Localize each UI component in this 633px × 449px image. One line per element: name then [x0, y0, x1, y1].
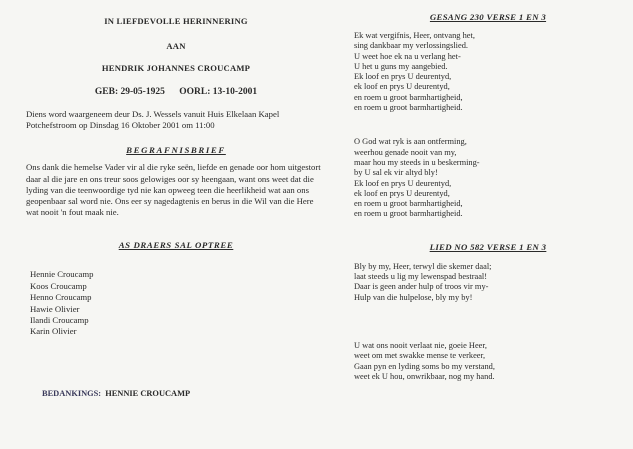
bearer-name: Hawie Olivier — [30, 303, 80, 314]
verse-line: O God wat ryk is aan ontferming, — [354, 137, 467, 147]
verse-line: en roem u groot barmhartigheid, — [354, 199, 463, 209]
service-details: Diens word waargeneem deur Ds. J. Wessels vanuit Huis Elkelaan Kapel Potchefstroom op Dinsdag 16 Oktober 2001 om 11:00 — [26, 109, 280, 131]
thanks-label: BEDANKINGS: — [42, 389, 102, 398]
bearer-name: Hennie Croucamp — [30, 269, 94, 280]
verse-line: sing dankbaar my verlossingslied. — [354, 41, 468, 51]
verse-line: Gaan pyn en lyding soms bo my verstand, — [354, 361, 495, 371]
bearer-name: Koos Croucamp — [30, 280, 87, 291]
verse-line: laat steeds u lig my lewenspad bestraal! — [354, 272, 488, 282]
verse-line: ek loof en prys U deurentyd, — [354, 188, 450, 198]
bearers-title: AS DRAERS SAL OPTREE — [118, 240, 234, 251]
thanks-name: HENNIE CROUCAMP — [105, 389, 191, 398]
thanks-line — [40, 389, 190, 398]
verse-line: Hulp van die hulpelose, bly my by! — [354, 292, 473, 302]
verse-line: maar hou my steeds in u beskerming- — [354, 157, 480, 167]
verse-line: Ek loof en prys U deurentyd, — [354, 178, 452, 188]
verse-line: Ek loof en prys U deurentyd, — [354, 72, 452, 82]
hymn2-verse1 — [354, 262, 622, 303]
verse-line: en roem u groot barmhartigheid, — [354, 92, 463, 102]
hymn2-title: LIED NO 582 VERSE 1 EN 3 — [429, 241, 547, 252]
verse-line: ek loof en prys U deurentyd, — [354, 82, 450, 92]
header-to: AAN — [166, 41, 186, 51]
verse-line: U wat ons nooit verlaat nie, goeie Heer, — [354, 340, 487, 350]
death-date: OORL: 13-10-2001 — [179, 87, 258, 97]
birth-date: GEB: 29-05-1925 — [94, 87, 165, 97]
verse-line: Ek wat vergifnis, Heer, ontvang het, — [354, 31, 475, 40]
verse-line: by U sal ek vir altyd bly! — [354, 168, 438, 178]
verse-line: en roem u groot barmhartigheid. — [354, 103, 463, 113]
verse-line: en roem u groot barmhartigheid. — [354, 209, 463, 219]
hymn1-verse1 — [354, 31, 622, 113]
dates-line — [26, 87, 326, 97]
hymn1-title: GESANG 230 VERSE 1 EN 3 — [429, 12, 547, 22]
verse-line: Daar is geen ander hulp of troos vir my- — [354, 282, 489, 292]
verse-line: U weet hoe ek na u verlang het- — [354, 51, 461, 61]
bearer-name: Ilandi Croucamp — [30, 315, 89, 326]
hymn1-verse3 — [354, 137, 622, 219]
announcement-title: BEGRAFNISBRIEF — [126, 145, 226, 156]
verse-line: Bly by my, Heer, terwyl die skemer daal; — [354, 261, 492, 271]
bearers-list — [26, 269, 326, 337]
verse-line: U het u guns my aangebied. — [354, 61, 448, 71]
announcement-text: Ons dank die hemelse Vader vir al die ryke seën, liefde en genade oor hom uitgestort daar al die jare en ons treur soos gelowiges oor sy heengaan, want ons weet dat die lyding van die teenwoordige tyd nie kan opweeg teen die heerlikheid wat aan ons geopenbaar sal word nie. Ons eer sy nagedagtenis en berus in die Wil van die Here wat nooit 'n fout maak nie. — [26, 162, 321, 218]
deceased-name: HENDRIK JOHANNES CROUCAMP — [101, 63, 251, 73]
verse-line: weet ek U hou, onwrikbaar, nog my hand. — [354, 371, 495, 381]
verse-line: weet om met swakke mense te verkeer, — [354, 351, 486, 361]
bearer-name: Henno Croucamp — [30, 292, 92, 303]
header-in-memory: IN LIEFDEVOLLE HERINNERING — [104, 16, 248, 26]
bearer-name: Karin Olivier — [30, 326, 77, 337]
hymn2-verse3 — [354, 341, 622, 382]
left-column — [26, 12, 326, 338]
right-column — [354, 12, 622, 382]
verse-line: weerhou genade nooit van my, — [354, 147, 457, 157]
